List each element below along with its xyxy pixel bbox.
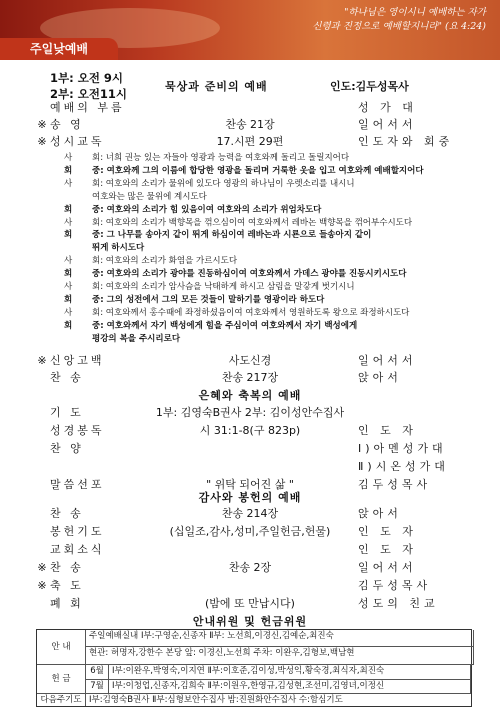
litany-text: 회: 여호와의 소리가 암사슴을 낙태하게 하시고 삼림을 말갛게 벗기시니	[92, 282, 355, 292]
row-detail: 시 31:1-8(구 823p)	[199, 424, 301, 437]
row-role: 김두성목사	[358, 579, 432, 592]
committee-table	[36, 629, 472, 707]
order-row	[36, 542, 456, 557]
order-row	[36, 370, 456, 385]
section-heading-grace: 은혜와 축복의 예배	[198, 389, 302, 402]
litany-text: 중: 여호와의 소리가 힘 있음이여 여호와의 소리가 위엄차도다	[92, 204, 322, 215]
litany-text: 여호와는 많은 물위에 계시도다	[92, 191, 207, 202]
quote-line-2: 신령과 진정으로 예배할지니라" (요 4:24)	[312, 21, 486, 32]
service-time-1: 1부: 오전 9시	[50, 71, 124, 85]
order-row	[36, 405, 456, 420]
litany-text: 중: 여호와께 그의 이름에 합당한 영광을 돌리며 거룩한 옷을 입고 여호와께 예배할지어다	[92, 165, 424, 176]
header-banner	[0, 0, 500, 60]
row-detail: 1부: 김영숙B권사 2부: 김이성안수집사	[155, 406, 345, 419]
litany-text: 회: 여호와의 소리가 물위에 있도다 영광의 하나님이 우렛소리를 내시니	[92, 178, 355, 189]
litany-speaker: 사	[64, 153, 73, 163]
row-label: 교회소식	[50, 543, 105, 556]
litany-speaker: 사	[64, 256, 73, 267]
row-mark: ※	[37, 354, 47, 367]
service-times	[50, 70, 127, 102]
row-label: 폐 회	[50, 597, 84, 610]
next-week-label: 다음주기도	[37, 694, 86, 706]
order-row	[36, 134, 456, 149]
litany-text: 뛰게 하시도다	[92, 243, 145, 254]
litany-text: 회: 여호와의 소리가 화염을 가르시도다	[92, 256, 238, 267]
next-week-row: Ⅰ부:김영숙B권사 Ⅱ부:심형보안수집사 밤:진원화안수집사 수:함심기도	[89, 695, 343, 705]
row-label: 예배의 부름	[50, 101, 125, 114]
order-row	[36, 560, 456, 575]
order-row	[36, 100, 456, 115]
litany-text: 회: 여호와의 소리가 백향목을 꺾으심이여 여호와께서 레바논 백향목을 꺾어부수시도다	[92, 217, 413, 228]
row-detail: " 위탁 되어진 삶 "	[206, 478, 294, 491]
order-row	[36, 578, 456, 593]
order-row	[36, 524, 456, 539]
row-role: 일어서서	[358, 354, 417, 367]
row-label: 축 도	[50, 579, 84, 592]
row-label: 성시교독	[50, 135, 105, 148]
row-detail: 찬송 2장	[228, 561, 272, 574]
row-role: 인도자와 회중	[358, 135, 454, 148]
row-label: 봉헌기도	[50, 525, 105, 538]
row-detail: (밤에 또 만납시다)	[205, 597, 295, 610]
section-heading-thanks: 감사와 봉헌의 예배	[198, 491, 302, 504]
litany-speaker: 회	[64, 204, 73, 215]
row-detail: 찬송 217장	[221, 371, 279, 384]
row-detail: 찬송 214장	[221, 507, 279, 520]
row-role: 인 도 자	[358, 543, 417, 556]
litany-text: 중: 여호와의 소리가 광야를 진동하심이여 여호와께서 가데스 광야를 진동시키시도다	[92, 269, 407, 280]
row-label: 찬 송	[50, 561, 84, 574]
row-label: 찬 양	[50, 442, 84, 455]
row-role: 일어서서	[358, 118, 417, 131]
row-label: 말씀선포	[50, 478, 105, 491]
litany-speaker: 회	[64, 269, 73, 280]
offering-row-2: Ⅰ부:이청업,신종자,김희숙 Ⅱ부:이원우,한영규,김성현,조선미,김영녀,이정신	[109, 680, 471, 694]
row-mark: ※	[37, 118, 47, 131]
row-detail: 사도신경	[228, 354, 272, 367]
service-leader: 인도:김두성목사	[330, 80, 409, 93]
litany-text: 회: 여호와께서 홍수때에 좌정하셨음이여 여호와께서 영원하도록 왕으로 좌정하시도다	[92, 307, 410, 318]
row-role: 성도의 친교	[358, 597, 439, 610]
litany-speaker: 사	[64, 178, 73, 189]
scripture-quote	[216, 6, 486, 34]
row-role: 인 도 자	[358, 525, 417, 538]
order-row	[36, 441, 456, 456]
row-role: 김두성목사	[358, 478, 432, 491]
row-role: Ⅱ)시온성가대	[358, 460, 449, 473]
order-row	[36, 423, 456, 438]
row-role: Ⅰ)아멘성가대	[358, 442, 447, 455]
order-row	[36, 459, 456, 474]
offering-month-6: 6월	[86, 665, 109, 680]
row-detail: 17.시편 29편	[216, 135, 284, 148]
row-role: 인 도 자	[358, 424, 417, 437]
section-tab: 주일낮예배	[0, 38, 118, 60]
row-role: 성 가 대	[358, 101, 417, 114]
litany-speaker: 사	[64, 282, 73, 292]
guide-label: 안 내	[37, 630, 86, 665]
quote-line-1: "하나님은 영이시니 예배하는 자가	[344, 7, 486, 18]
offering-label: 헌 금	[37, 665, 86, 694]
row-label: 찬 송	[50, 507, 84, 520]
row-mark: ※	[37, 135, 47, 148]
order-row	[36, 506, 456, 521]
order-row	[36, 117, 456, 132]
service-time-2: 2부: 오전11시	[50, 87, 128, 101]
litany-text: 중: 그의 성전에서 그의 모든 것들이 말하기를 영광이라 하도다	[92, 294, 325, 305]
guide-row-1: 주일예배실내 Ⅰ부:구영순,신종자 Ⅱ부: 노선희,이경신,김예순,최진숙	[86, 630, 474, 647]
row-role: 일어서서	[358, 561, 417, 574]
row-mark: ※	[37, 561, 47, 574]
row-label: 찬 송	[50, 371, 84, 384]
row-label: 신앙고백	[50, 354, 105, 367]
row-mark: ※	[37, 579, 47, 592]
offering-row-1: Ⅰ부:이완우,박영숙,이지연 Ⅱ부:이호준,김이성,박성익,황숙경,최식자,최진숙	[109, 665, 471, 680]
litany-text: 중: 여호와께서 자기 백성에게 힘을 주심이여 여호와께서 자기 백성에게	[92, 320, 358, 331]
section-heading-preparation: 묵상과 준비의 예배	[165, 80, 268, 93]
committee-title: 안내위원 및 헌금위원	[192, 615, 308, 628]
litany-text: 평강의 복을 주시리로다	[92, 333, 181, 344]
order-row	[36, 353, 456, 368]
row-role: 앉아서	[358, 507, 402, 520]
row-label: 기 도	[50, 406, 84, 419]
litany-speaker: 회	[64, 165, 73, 176]
guide-row-2: 현관: 허명자,강한수 본당 앞: 이경신,노선희 주차: 이완우,김형보,백남현	[86, 647, 474, 665]
litany-text: 회: 너희 권능 있는 자들아 영광과 능력을 여호와께 돌리고 돌릴지어다	[92, 153, 350, 163]
order-row	[36, 596, 456, 611]
row-label: 송 영	[50, 118, 84, 131]
row-detail: (십일조,감사,성미,주일헌금,헌물)	[169, 525, 331, 538]
litany-speaker: 회	[64, 230, 73, 241]
row-label: 성경봉독	[50, 424, 105, 437]
litany-speaker: 사	[64, 307, 73, 318]
litany-text: 중: 그 나무를 송아지 같이 뛰게 하심이여 레바논과 시룐으로 들송아지 같이	[92, 230, 372, 241]
litany-speaker: 사	[64, 217, 73, 228]
offering-month-7: 7월	[86, 680, 109, 694]
litany-speaker: 회	[64, 294, 73, 305]
litany-speaker: 회	[64, 320, 73, 331]
row-detail: 찬송 21장	[225, 118, 275, 131]
row-role: 앉아서	[358, 371, 402, 384]
